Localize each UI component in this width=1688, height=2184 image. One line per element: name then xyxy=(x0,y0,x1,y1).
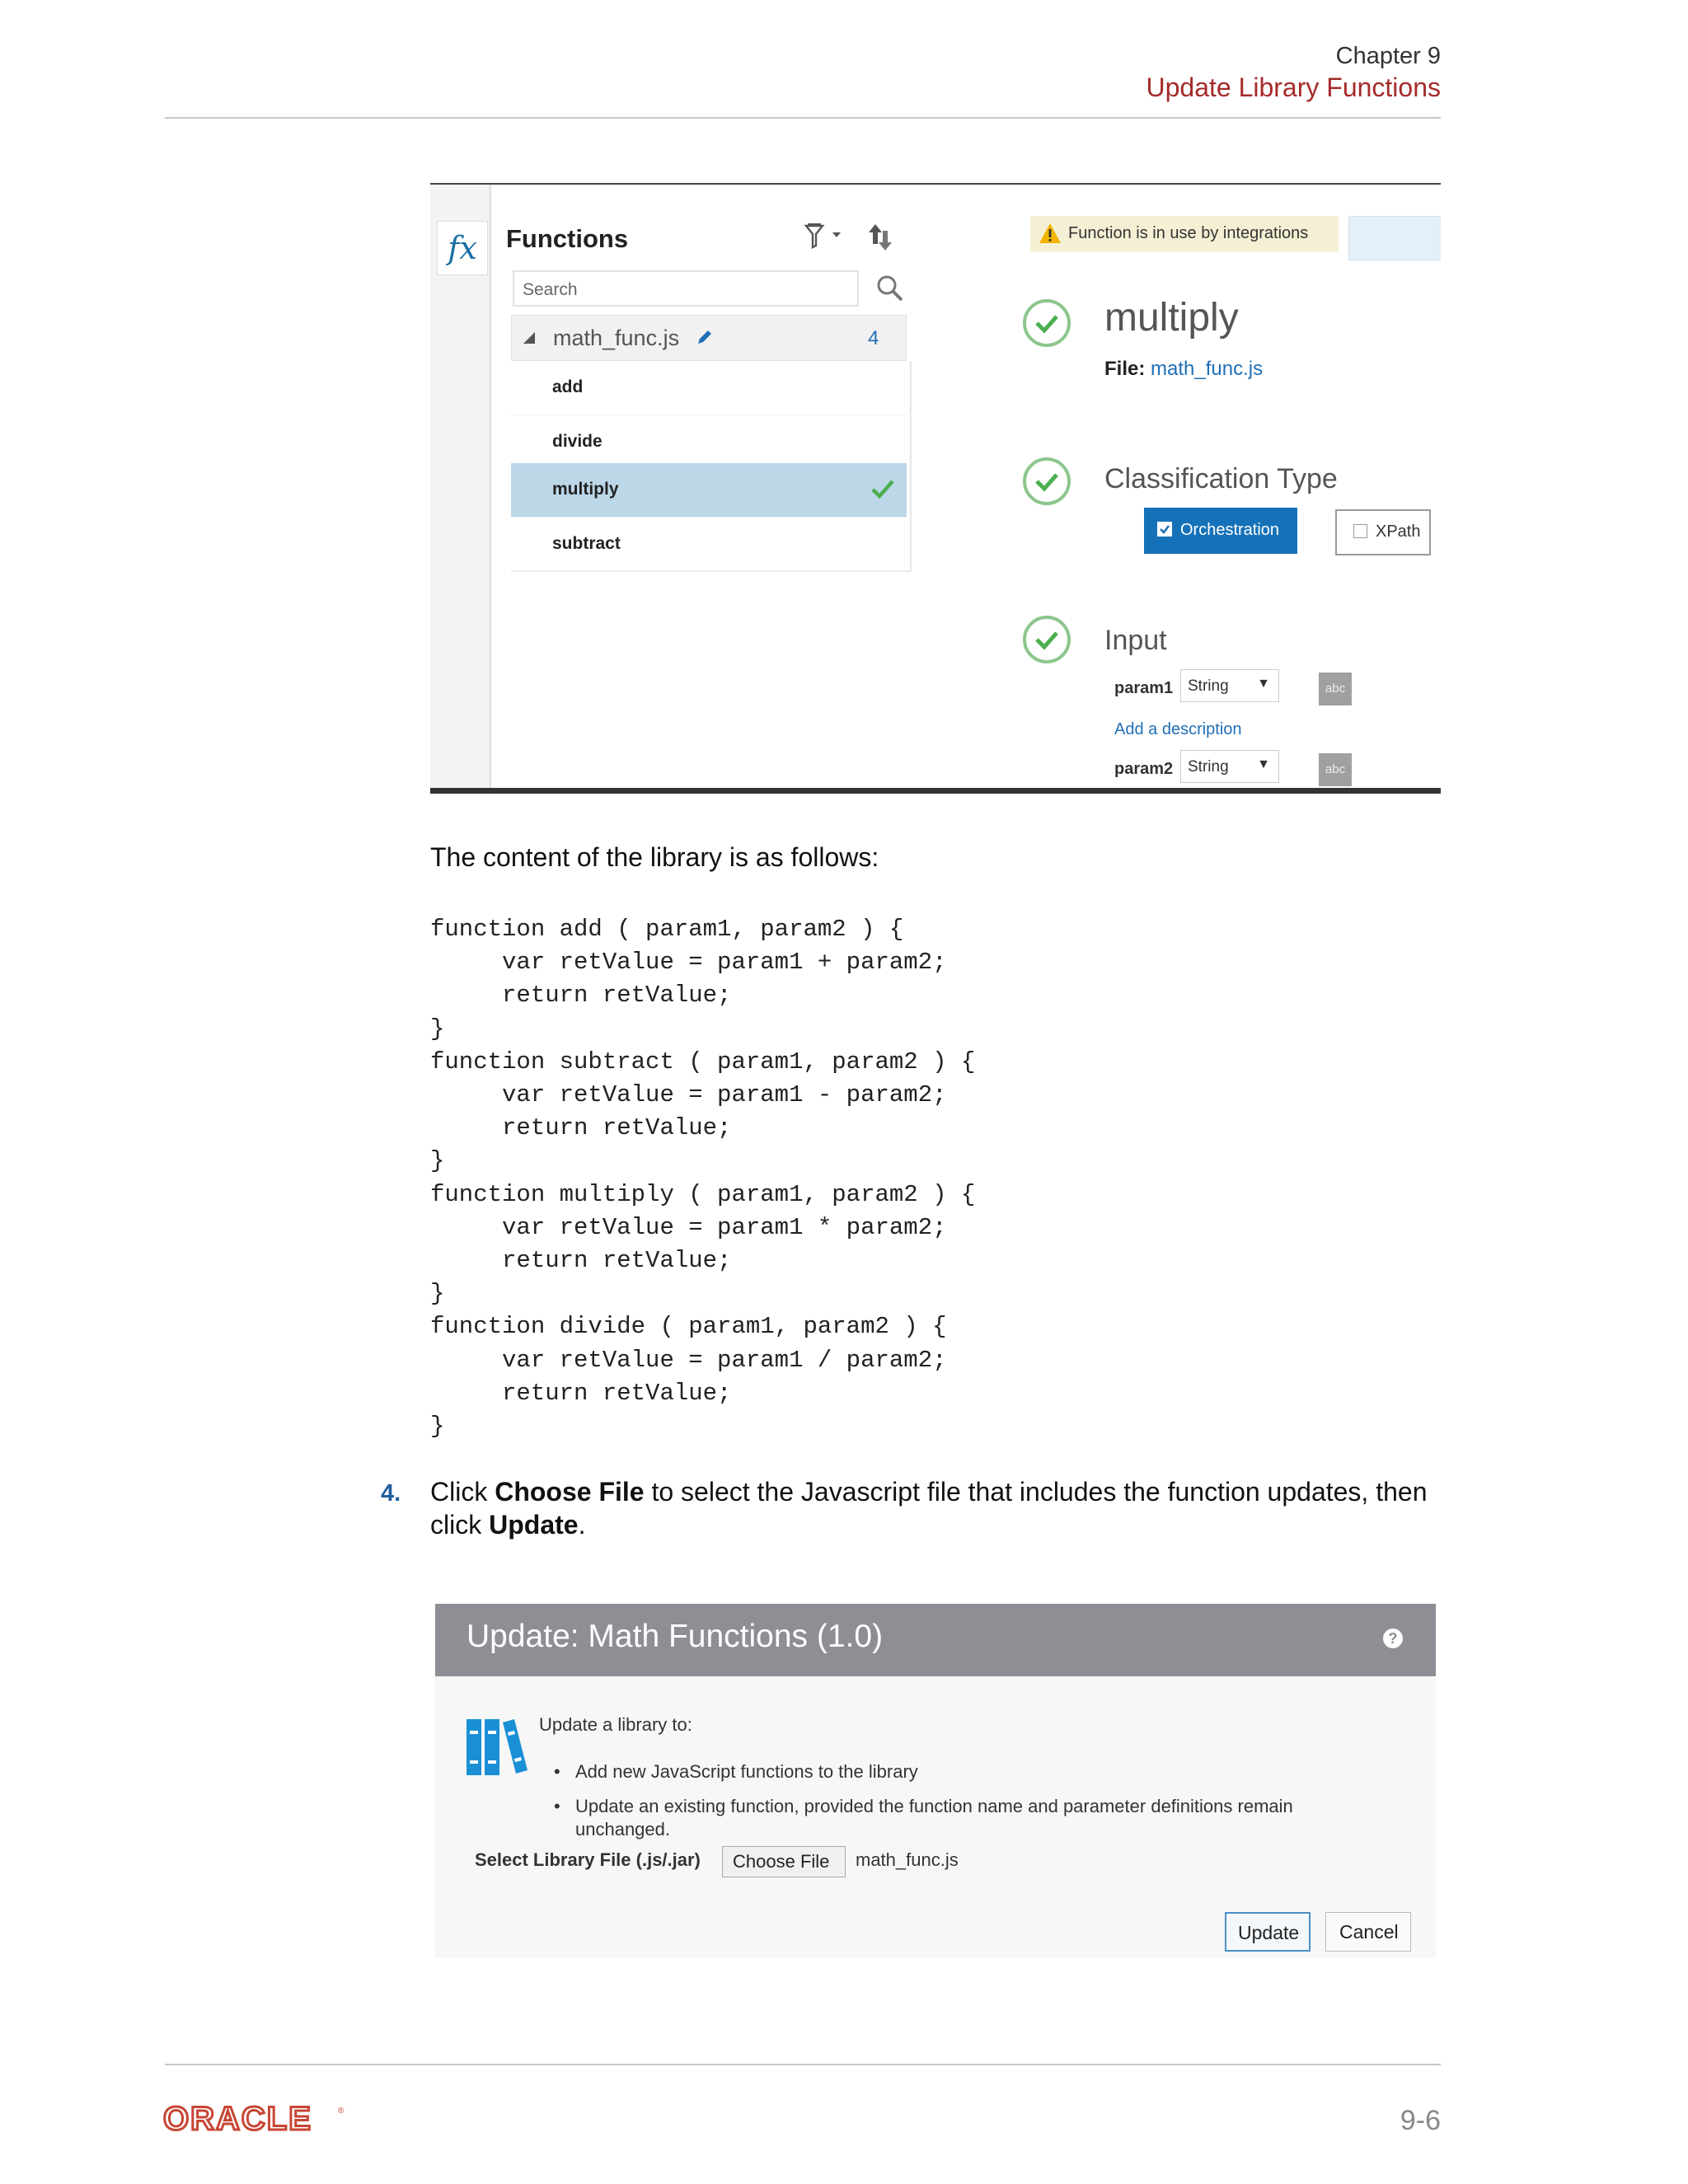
dialog-bullet: • Add new JavaScript functions to the library xyxy=(552,1760,1343,1783)
edit-pencil-icon[interactable] xyxy=(695,329,713,347)
function-item-subtract[interactable] xyxy=(511,518,907,572)
function-item-label: subtract xyxy=(552,534,621,553)
function-item-label: add xyxy=(552,377,584,396)
orchestration-label: Orchestration xyxy=(1180,521,1280,539)
step-update: Update xyxy=(489,1510,579,1540)
search-icon[interactable] xyxy=(875,274,905,303)
dropdown-arrow-icon: ▼ xyxy=(1257,757,1270,771)
svg-text:®: ® xyxy=(338,2107,345,2116)
file-label: File: xyxy=(1104,358,1146,380)
step-text-pre: Click xyxy=(430,1477,495,1507)
dropdown-arrow-icon: ▼ xyxy=(1257,677,1270,691)
param1-type-badge: abc xyxy=(1319,673,1352,705)
library-file-name: math_func.js xyxy=(553,326,680,350)
check-circle-icon xyxy=(1022,298,1071,348)
dialog-title: Update: Math Functions (1.0) xyxy=(467,1619,884,1654)
oracle-logo xyxy=(163,2102,349,2135)
in-use-warning xyxy=(1030,216,1339,252)
function-item-multiply[interactable] xyxy=(511,463,907,518)
header-divider xyxy=(165,117,1441,119)
filter-icon[interactable] xyxy=(803,223,852,251)
step-instruction xyxy=(430,1475,1441,1541)
function-name: multiply xyxy=(1104,296,1239,340)
dialog-lead-text: Update a library to: xyxy=(539,1714,692,1735)
input-title: Input xyxy=(1104,625,1167,656)
code-listing: function add ( param1, param2 ) { var retValue = param1 + param2; return retValue; } function subtract ( param1, param2 ) { var retValue = param1 - param2; return retValue; } function multiply ( param1, param2 ) { var retValue = param1 * param2; return retValue; } function divide ( param1, param2 ) { var retValue = param1 / param2; return retValue; } xyxy=(430,916,976,1441)
warning-icon xyxy=(1039,223,1062,244)
dialog-bullet: • Update an existing function, provided the function name and parameter definitions remain unchanged. xyxy=(552,1795,1343,1841)
function-item-label: multiply xyxy=(552,480,619,499)
library-file-row[interactable] xyxy=(511,315,907,361)
footer-divider xyxy=(165,2064,1441,2065)
collapse-triangle-icon[interactable] xyxy=(522,330,537,345)
param2-type-select[interactable] xyxy=(1180,750,1279,783)
choose-file-button[interactable]: Choose File xyxy=(722,1846,846,1877)
library-content-intro: The content of the library is as follows: xyxy=(430,842,879,872)
library-books-icon xyxy=(465,1716,529,1779)
orchestration-toggle[interactable] xyxy=(1144,508,1297,554)
xpath-label: XPath xyxy=(1376,523,1421,541)
step-text-mid: to select the Javascript file that includes the function updates, then click xyxy=(430,1477,1428,1540)
xpath-toggle[interactable] xyxy=(1335,509,1431,555)
step-number: 4. xyxy=(381,1480,401,1507)
param2-type-badge: abc xyxy=(1319,753,1352,786)
function-fx-icon[interactable]: 𝑓x xyxy=(437,221,488,275)
help-icon[interactable]: ? xyxy=(1383,1629,1403,1648)
param1-type-value: String xyxy=(1188,677,1229,695)
action-button-area[interactable] xyxy=(1348,216,1441,260)
page-number: 9-6 xyxy=(1400,2105,1441,2136)
function-item-label: divide xyxy=(552,432,603,451)
function-count: 4 xyxy=(868,327,879,349)
file-link[interactable]: math_func.js xyxy=(1151,358,1264,380)
functions-screenshot xyxy=(430,183,1441,794)
svg-text:ORACLE: ORACLE xyxy=(163,2102,312,2135)
function-file xyxy=(1104,358,1263,381)
checkbox-checked-icon xyxy=(1157,522,1172,537)
function-item-add[interactable] xyxy=(511,361,907,415)
step-text-post: . xyxy=(578,1510,586,1540)
param2-type-value: String xyxy=(1188,758,1229,776)
chapter-label: Chapter 9 xyxy=(1335,43,1441,69)
checkbox-unchecked-icon xyxy=(1353,524,1367,538)
param2-label: param2 xyxy=(1114,760,1174,778)
chosen-file-name: math_func.js xyxy=(856,1849,959,1870)
update-button[interactable]: Update xyxy=(1225,1912,1311,1952)
cancel-button[interactable]: Cancel xyxy=(1325,1912,1411,1952)
step-choose-file: Choose File xyxy=(495,1477,645,1507)
select-file-label: Select Library File (.js/.jar) xyxy=(475,1849,701,1870)
check-circle-icon xyxy=(1022,457,1071,506)
selected-check-icon xyxy=(870,476,895,501)
function-item-divide[interactable] xyxy=(511,415,907,470)
function-list xyxy=(511,361,912,572)
update-dialog xyxy=(435,1604,1436,1958)
check-circle-icon xyxy=(1022,615,1071,664)
section-title: Update Library Functions xyxy=(1146,73,1441,102)
search-input[interactable]: Search xyxy=(513,270,859,307)
warning-text: Function is in use by integrations xyxy=(1068,224,1309,242)
param1-type-select[interactable] xyxy=(1180,669,1279,702)
add-description-link[interactable]: Add a description xyxy=(1114,720,1242,738)
dialog-bullet-list xyxy=(552,1760,1343,1853)
classification-title: Classification Type xyxy=(1104,463,1338,494)
sort-icon[interactable] xyxy=(867,223,895,252)
dialog-header xyxy=(435,1604,1436,1676)
functions-panel-title: Functions xyxy=(506,224,629,253)
param1-label: param1 xyxy=(1114,679,1174,697)
